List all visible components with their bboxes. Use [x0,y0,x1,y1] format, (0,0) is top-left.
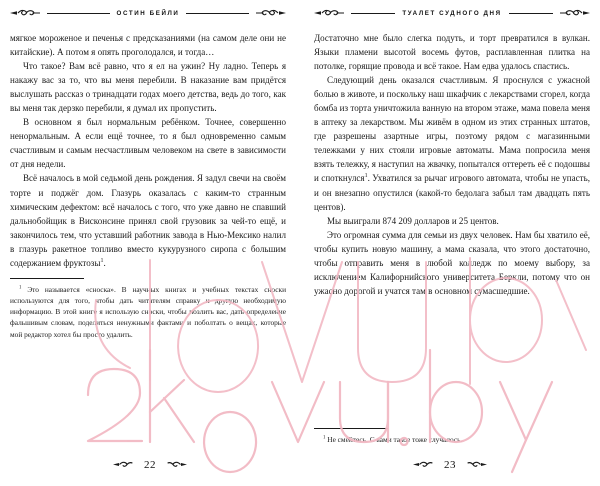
right-folio [300,456,600,474]
footnote-body [314,434,590,445]
paragraph-text: Следующий день оказался счастливым. Я проснулся с ужасной болью в животе, и поскольку наш шкафчик с лекарствами сгорел, когда бомба из торта уничтожила ванную на втором этаже, мама повела меня в аптеку за лекарством. Мы живём в одном из этих странных штатов, где разрешены азартные игры, поэтому рядом с магазинными тележками у них стояли игровые автоматы. Мама попросила меня взять тележку, я наступил на жвачку, попытался оттереть её с подошвы и споткнулся [314,75,590,184]
paragraph: Мы выиграли 874 209 долларов и 25 центов. [327,215,499,226]
running-head-title: ОСТИН БЕЙЛИ [116,10,180,17]
footnote-text: Не смейтесь. С вами такое тоже случалось. [327,434,463,444]
footnote-separator-rule [314,428,388,429]
folio-flourish-right-icon [461,456,487,474]
footnote-marker: 1 [19,285,22,291]
right-footnote [314,428,590,445]
footnote-text: Это называется «сноска». В научных книгах и учебных текстах сноски используются для того, чтобы дать читателям справку и другую необходимую информацию. В этой книге я использую сноски, чтобы позлить вас, дать определение фальшивым словам, поделиться ненужными фактами и поболтать о вещах, которые мой редактор хотел бы просто удалить. [10,284,287,339]
flourish-right-icon [256,5,286,23]
paragraph-with-footnote-ref [314,73,590,213]
paragraph: Это огромная сумма для семьи из двух человек. Нам бы хватило её, чтобы купить новую машину, а мама сказала, что этого достаточно, чтобы отправить меня в любой колледж по моему выбору, за исключением Калифорнийского университета Беркли, потому что он ужасно дорогой и учатся там в основном сумасшедшие. [314,229,590,296]
head-rule-right [509,13,553,14]
page-number: 22 [144,459,156,471]
folio-flourish-right-icon [161,456,187,474]
left-body-text [10,31,286,270]
footnote-separator-rule [10,278,84,279]
paragraph: мягкое мороженое и печенья с предсказаниями (на самом деле они не китайские). А потом я опять проголодался, и тогда… [10,33,286,58]
footnote-reference[interactable]: 1 [100,257,104,264]
paragraph: Достаточно мне было слегка подуть, и торт превратился в вулкан. Языки пламени высотой восемь футов, расплавленная плитка на потолке, горящие провода и всё такое. Нам едва удалось спастись. [314,33,590,72]
head-rule-left [351,13,395,14]
footnote-marker: 1 [323,435,326,441]
left-running-head [10,0,286,22]
running-head-title: ТУАЛЕТ СУДНОГО ДНЯ [402,10,502,17]
head-rule-right [186,13,249,14]
left-footnote [10,278,286,340]
flourish-left-icon [10,5,40,23]
paragraph-text: Всё началось в мой седьмой день рождения. Я задул свечи на своём торте и поджёг дом. Глазурь оказалась с каким-то странным химическим дефектом: всё началось с того, что уже давно не спавший дальнобойщик в Висконсине принял свой грузовик за чей-то ещё, и закончилось тем, что уставший работник завода в Нью-Мексико налил в глазурь ракетное топливо вместо кукурузного сиропа с большим содержанием фруктозы [10,173,286,268]
page-number: 23 [444,459,456,471]
right-page [300,0,600,486]
paragraph: В основном я был нормальным ребёнком. Точнее, совершенно ненормальным. А если ещё точнее, то я был одновременно самым счастливым и самым несчастливым человеком на свете в зависимости от дня недели. [10,117,286,170]
paragraph-with-footnote-ref: Всё началось в мой седьмой день рождения. Я задул свечи на своём торте и поджёг дом. Глазурь оказалась с каким-то странным химическим дефектом: всё началось с того, что уже давно не спавший дальнобойщик в Висконсине принял свой грузовик за чей-то ещё, и закончилось тем, что уставший работник завода в Нью-Мексико налил в глазурь ракетное топливо вместо кукурузного сиропа с большим содержанием фруктозы$^1$. [10,173,286,268]
folio-flourish-left-icon [113,456,139,474]
flourish-left-icon [314,5,344,23]
paragraph: Что такое? Вам всё равно, что я ел на ужин? Ну ладно. Теперь я накажу вас за то, что вы меня перебили. В наказание вам придётся выслушать рассказ о тринадцати годах моего детства, ведь до того, как вы меня так дерзко перебили, я думал их пропустить. [10,61,286,114]
footnote-reference[interactable]: 1 [364,173,368,180]
left-folio [0,456,300,474]
flourish-right-icon [560,5,590,23]
right-body-text [314,31,590,298]
right-running-head [314,0,590,22]
folio-flourish-left-icon [413,456,439,474]
paragraph-tail: . Ухватился за рычаг игрового автомата, чтобы не упасть, и он внезапно опустился (какой-то бедолага забыл там двадцать пять центов). [314,173,590,212]
footnote-body [10,284,286,340]
head-rule-left [47,13,110,14]
